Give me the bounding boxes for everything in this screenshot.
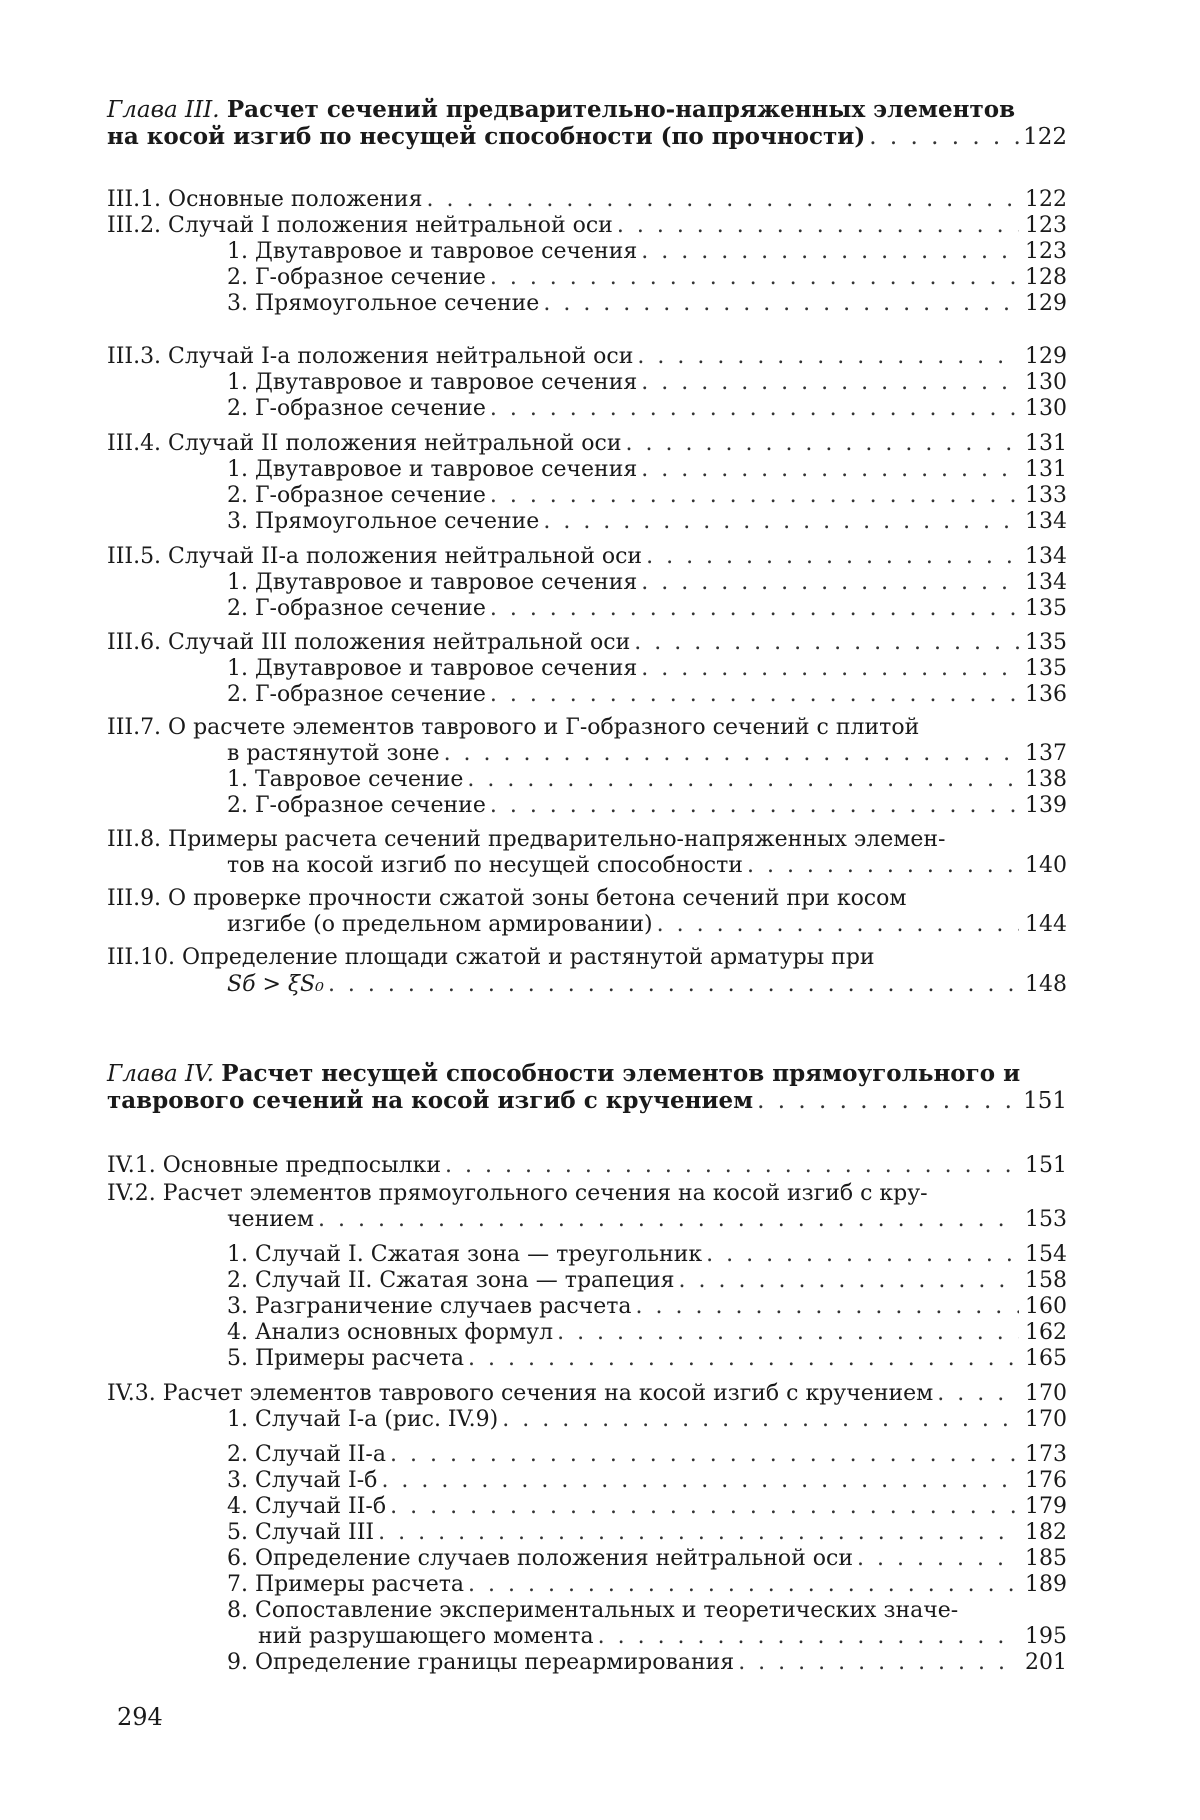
leader-dots xyxy=(706,1242,1019,1268)
entry-page: 123 xyxy=(1025,213,1067,238)
toc-subentry-III-6-2[interactable] xyxy=(227,682,1067,708)
entry-page: 134 xyxy=(1025,570,1067,595)
leader-dots xyxy=(626,431,1019,457)
leader-dots xyxy=(490,483,1019,509)
entry-page: 123 xyxy=(1025,239,1067,264)
chapter-4-heading xyxy=(107,1060,1067,1114)
entry-page: 134 xyxy=(1025,544,1067,569)
toc-subentry-IV-3-3[interactable] xyxy=(227,1468,1067,1494)
toc-subentry-IV-3-1[interactable] xyxy=(227,1407,1067,1433)
entry-text: в растянутой зоне xyxy=(227,741,440,766)
leader-dots xyxy=(318,1207,1019,1233)
toc-subentry-III-3-1[interactable] xyxy=(227,370,1067,396)
leader-dots xyxy=(468,1346,1019,1372)
leader-dots xyxy=(641,457,1019,483)
toc-subentry-IV-2-2[interactable] xyxy=(227,1268,1067,1294)
toc-subentry-III-2-2[interactable] xyxy=(227,265,1067,291)
leader-dots xyxy=(634,630,1019,656)
leader-dots xyxy=(390,1494,1019,1520)
entry-text: 7. Примеры расчета xyxy=(227,1572,465,1597)
leader-dots xyxy=(490,265,1019,291)
leader-dots xyxy=(641,656,1019,682)
leader-dots xyxy=(641,570,1019,596)
entry-page: 148 xyxy=(1025,972,1067,997)
toc-subentry-IV-3-4[interactable] xyxy=(227,1494,1067,1520)
leader-dots xyxy=(747,853,1019,879)
toc-subentry-III-2-1[interactable] xyxy=(227,239,1067,265)
entry-text: 4. Анализ основных формул xyxy=(227,1320,554,1345)
entry-text: 1. Двутавровое и тавровое сечения xyxy=(227,570,638,595)
entry-page: 176 xyxy=(1025,1468,1067,1493)
entry-page: 154 xyxy=(1025,1242,1067,1267)
toc-subentry-IV-3-5[interactable] xyxy=(227,1520,1067,1546)
leader-dots xyxy=(502,1407,1019,1433)
toc-entry-III-6[interactable] xyxy=(107,630,1067,656)
toc-entry-IV-3[interactable] xyxy=(107,1381,1067,1407)
entry-text: 2. Случай II. Сжатая зона — трапеция xyxy=(227,1268,675,1293)
toc-subentry-IV-3-2[interactable] xyxy=(227,1442,1067,1468)
entry-text: 5. Случай III xyxy=(227,1520,375,1545)
entry-page: 185 xyxy=(1025,1546,1067,1571)
leader-dots xyxy=(738,1650,1019,1676)
entry-page: 162 xyxy=(1025,1320,1067,1345)
entry-text: III.5. Случай II-а положения нейтральной оси xyxy=(107,544,643,569)
entry-text: 9. Определение границы переармирования xyxy=(227,1650,735,1675)
toc-subentry-III-7-1[interactable] xyxy=(227,767,1067,793)
entry-page: 170 xyxy=(1025,1381,1067,1406)
entry-page: 195 xyxy=(1025,1624,1067,1649)
toc-entry-III-10[interactable] xyxy=(227,972,1067,998)
toc-subentry-III-2-3[interactable] xyxy=(227,291,1067,317)
toc-subentry-IV-3-7[interactable] xyxy=(227,1572,1067,1598)
entry-page: 138 xyxy=(1025,767,1067,792)
leader-dots xyxy=(490,793,1019,819)
toc-entry-III-10-line1: III.10. Определение площади сжатой и растянутой арматуры при xyxy=(107,945,875,970)
entry-text: ний разрушающего момента xyxy=(258,1624,594,1649)
toc-entry-III-1[interactable] xyxy=(107,187,1067,213)
entry-page: 182 xyxy=(1025,1520,1067,1545)
entry-page: 153 xyxy=(1025,1207,1067,1232)
entry-text: 6. Определение случаев положения нейтральной оси xyxy=(227,1546,854,1571)
entry-text: 2. Г-образное сечение xyxy=(227,682,486,707)
leader-dots xyxy=(490,596,1019,622)
chapter-3-title-line1: Расчет сечений предварительно-напряженных элементов xyxy=(226,96,1016,123)
toc-entry-III-5[interactable] xyxy=(107,544,1067,570)
entry-formula: Sб > ξS₀ xyxy=(227,972,324,997)
toc-entry-IV-2-line1: IV.2. Расчет элементов прямоугольного сечения на косой изгиб с кру- xyxy=(107,1181,928,1206)
entry-text: 2. Случай II-а xyxy=(227,1442,386,1467)
leader-dots xyxy=(937,1381,1019,1407)
entry-page: 201 xyxy=(1025,1650,1067,1675)
entry-page: 170 xyxy=(1025,1407,1067,1432)
entry-text: IV.1. Основные предпосылки xyxy=(107,1153,441,1178)
toc-entry-IV-2[interactable] xyxy=(227,1207,1067,1233)
entry-text: 1. Тавровое сечение xyxy=(227,767,464,792)
leader-dots xyxy=(857,1546,1019,1572)
toc-entry-III-7[interactable] xyxy=(227,741,1067,767)
entry-text: 2. Г-образное сечение xyxy=(227,596,486,621)
leader-dots xyxy=(490,682,1019,708)
chapter-3-title-row xyxy=(107,124,1067,150)
entry-text: 3. Прямоугольное сечение xyxy=(227,509,540,534)
toc-subentry-III-5-1[interactable] xyxy=(227,570,1067,596)
entry-page: 135 xyxy=(1025,656,1067,681)
toc-subentry-IV-2-1[interactable] xyxy=(227,1242,1067,1268)
entry-text: 2. Г-образное сечение xyxy=(227,793,486,818)
leader-dots xyxy=(869,124,1019,150)
entry-page: 144 xyxy=(1025,912,1067,937)
entry-text: III.1. Основные положения xyxy=(107,187,423,212)
entry-text: III.2. Случай I положения нейтральной оси xyxy=(107,213,613,238)
toc-subentry-III-3-2[interactable] xyxy=(227,396,1067,422)
entry-page: 130 xyxy=(1025,396,1067,421)
entry-page: 140 xyxy=(1025,853,1067,878)
page-number: 294 xyxy=(117,1703,163,1731)
leader-dots xyxy=(646,544,1019,570)
leader-dots xyxy=(381,1468,1019,1494)
toc-entry-IV-1[interactable] xyxy=(107,1153,1067,1179)
leader-dots xyxy=(445,1153,1019,1179)
entry-page: 129 xyxy=(1025,291,1067,316)
entry-text: III.3. Случай I-а положения нейтральной оси xyxy=(107,344,634,369)
entry-text: III.4. Случай II положения нейтральной оси xyxy=(107,431,622,456)
entry-page: 165 xyxy=(1025,1346,1067,1371)
leader-dots xyxy=(543,509,1019,535)
chapter-4-label: Глава IV. xyxy=(107,1061,214,1087)
entry-text: чением xyxy=(227,1207,315,1232)
leader-dots xyxy=(557,1320,1019,1346)
toc-subentry-IV-3-8[interactable] xyxy=(258,1624,1067,1650)
chapter-3-page: 122 xyxy=(1023,124,1067,150)
leader-dots xyxy=(490,396,1019,422)
entry-text: 3. Прямоугольное сечение xyxy=(227,291,540,316)
chapter-4-title-line2: таврового сечений на косой изгиб с кручением xyxy=(107,1087,754,1114)
toc-subentry-III-5-2[interactable] xyxy=(227,596,1067,622)
chapter-4-title-line1: Расчет несущей способности элементов прямоугольного и xyxy=(221,1060,1021,1087)
entry-page: 173 xyxy=(1025,1442,1067,1467)
entry-page: 151 xyxy=(1025,1153,1067,1178)
toc-subentry-IV-3-6[interactable] xyxy=(227,1546,1067,1572)
entry-page: 135 xyxy=(1025,596,1067,621)
leader-dots xyxy=(641,239,1019,265)
chapter-3-heading xyxy=(107,96,1067,150)
toc-subentry-IV-2-3[interactable] xyxy=(227,1294,1067,1320)
toc-subentry-IV-2-4[interactable] xyxy=(227,1320,1067,1346)
entry-text: 2. Г-образное сечение xyxy=(227,483,486,508)
toc-entry-III-9[interactable] xyxy=(227,912,1067,938)
entry-page: 136 xyxy=(1025,682,1067,707)
entry-text: 3. Случай I-б xyxy=(227,1468,378,1493)
toc-entry-III-9-line1: III.9. О проверке прочности сжатой зоны бетона сечений при косом xyxy=(107,886,907,911)
toc-subentry-III-7-2[interactable] xyxy=(227,793,1067,819)
toc-entry-III-2[interactable] xyxy=(107,213,1067,239)
entry-text: изгибе (о предельном армировании) xyxy=(227,912,653,937)
leader-dots xyxy=(757,1088,1019,1114)
toc-subentry-III-6-1[interactable] xyxy=(227,656,1067,682)
entry-page: 122 xyxy=(1025,187,1067,212)
leader-dots xyxy=(598,1624,1019,1650)
leader-dots xyxy=(617,213,1019,239)
entry-text: 2. Г-образное сечение xyxy=(227,265,486,290)
entry-page: 160 xyxy=(1025,1294,1067,1319)
leader-dots xyxy=(390,1442,1019,1468)
leader-dots xyxy=(543,291,1019,317)
entry-text: IV.3. Расчет элементов таврового сечения на косой изгиб с кручением xyxy=(107,1381,934,1406)
entry-page: 133 xyxy=(1025,483,1067,508)
entry-page: 189 xyxy=(1025,1572,1067,1597)
entry-page: 129 xyxy=(1025,344,1067,369)
leader-dots xyxy=(468,1572,1019,1598)
entry-page: 179 xyxy=(1025,1494,1067,1519)
toc-entry-III-3[interactable] xyxy=(107,344,1067,370)
entry-text: тов на косой изгиб по несущей способности xyxy=(227,853,743,878)
entry-page: 158 xyxy=(1025,1268,1067,1293)
toc-entry-III-4[interactable] xyxy=(107,431,1067,457)
entry-text: 1. Двутавровое и тавровое сечения xyxy=(227,239,638,264)
leader-dots xyxy=(657,912,1019,938)
entry-page: 139 xyxy=(1025,793,1067,818)
entry-text: 2. Г-образное сечение xyxy=(227,396,486,421)
chapter-3-title-line2: на косой изгиб по несущей способности (по прочности) xyxy=(107,123,866,150)
entry-page: 135 xyxy=(1025,630,1067,655)
entry-page: 131 xyxy=(1025,457,1067,482)
toc-subentry-IV-3-9[interactable] xyxy=(227,1650,1067,1676)
entry-text: 1. Двутавровое и тавровое сечения xyxy=(227,656,638,681)
chapter-4-title-row xyxy=(107,1088,1067,1114)
leader-dots xyxy=(328,972,1019,998)
leader-dots xyxy=(378,1520,1019,1546)
entry-page: 128 xyxy=(1025,265,1067,290)
entry-page: 137 xyxy=(1025,741,1067,766)
entry-text: 1. Случай I. Сжатая зона — треугольник xyxy=(227,1242,703,1267)
chapter-3-label: Глава III. xyxy=(107,97,220,123)
entry-text: III.6. Случай III положения нейтральной оси xyxy=(107,630,631,655)
leader-dots xyxy=(426,187,1019,213)
entry-text: 5. Примеры расчета xyxy=(227,1346,465,1371)
toc-subentry-III-4-2[interactable] xyxy=(227,483,1067,509)
leader-dots xyxy=(444,741,1019,767)
toc-subentry-III-4-1[interactable] xyxy=(227,457,1067,483)
toc-subentry-IV-2-5[interactable] xyxy=(227,1346,1067,1372)
leader-dots xyxy=(636,1294,1019,1320)
leader-dots xyxy=(641,370,1019,396)
toc-subentry-III-4-3[interactable] xyxy=(227,509,1067,535)
entry-text: 1. Двутавровое и тавровое сечения xyxy=(227,370,638,395)
toc-entry-III-7-line1: III.7. О расчете элементов таврового и Г-образного сечений с плитой xyxy=(107,715,920,740)
entry-page: 131 xyxy=(1025,431,1067,456)
toc-entry-III-8-line1: III.8. Примеры расчета сечений предварительно-напряженных элемен- xyxy=(107,827,946,852)
toc-subentry-IV-3-8-line1: 8. Сопоставление экспериментальных и теоретических значе- xyxy=(227,1598,959,1623)
chapter-4-page: 151 xyxy=(1023,1088,1067,1114)
leader-dots xyxy=(637,344,1019,370)
toc-entry-III-8[interactable] xyxy=(227,853,1067,879)
leader-dots xyxy=(467,767,1019,793)
entry-page: 134 xyxy=(1025,509,1067,534)
leader-dots xyxy=(679,1268,1019,1294)
entry-text: 1. Случай I-а (рис. IV.9) xyxy=(227,1407,499,1432)
entry-text: 3. Разграничение случаев расчета xyxy=(227,1294,632,1319)
entry-text: 1. Двутавровое и тавровое сечения xyxy=(227,457,638,482)
entry-page: 130 xyxy=(1025,370,1067,395)
entry-text: 4. Случай II-б xyxy=(227,1494,387,1519)
